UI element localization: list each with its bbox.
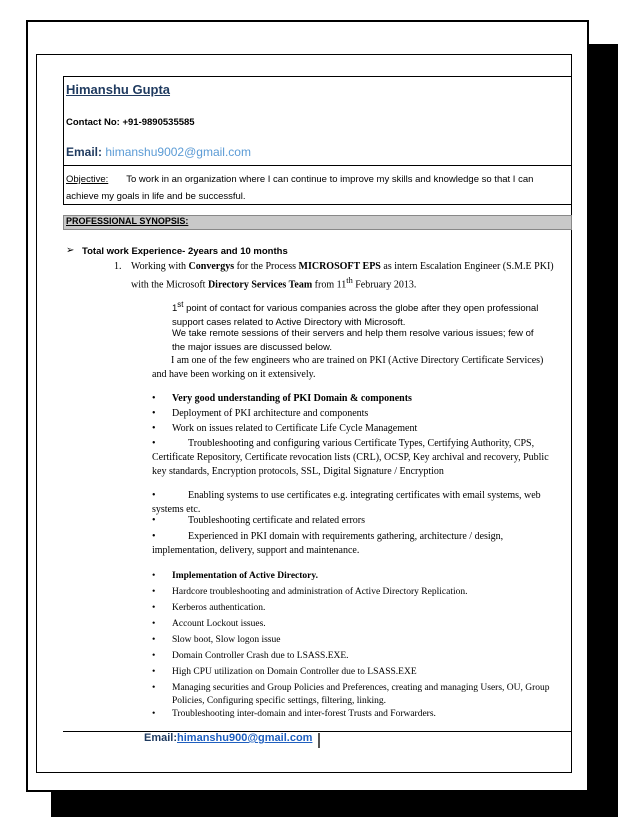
pki-bullet-text: Toubleshooting certificate and related errors — [188, 515, 366, 526]
role-paragraph-3 — [152, 354, 552, 382]
header-email — [66, 145, 251, 159]
ad-bullet-text: Implementation of Active Directory. — [172, 571, 318, 581]
footer-email-label: Email: — [144, 732, 178, 744]
bullet-icon: • — [152, 490, 156, 501]
item-sup: th — [346, 276, 353, 285]
item-text: as intern Escalation Engineer (S.M.E PKI) with the Microsoft — [131, 261, 554, 291]
ad-bullet-text: Slow boot, Slow logon issue — [172, 635, 281, 645]
total-experience: Total work Experience- 2years and 10 months — [82, 246, 288, 257]
item-number: 1. — [114, 261, 122, 272]
footer-bar — [318, 733, 320, 748]
ad-bullet-item — [152, 634, 552, 647]
experience-item — [114, 260, 554, 292]
bullet-icon: • — [152, 408, 156, 419]
item-text: for the Process — [234, 261, 299, 272]
objective — [66, 172, 566, 205]
bullet-icon: • — [152, 651, 156, 661]
pki-bullet-item — [152, 422, 552, 436]
bullet-icon: • — [152, 571, 156, 581]
header-divider — [64, 165, 571, 166]
bullet-icon: • — [152, 393, 156, 404]
bullet-icon: • — [152, 438, 156, 449]
para-sup: st — [177, 300, 184, 309]
footer-email-value[interactable]: himanshu900@gmail.com — [177, 732, 313, 744]
pki-bullet-item — [152, 407, 552, 421]
objective-label: Objective: — [66, 174, 109, 185]
bullet-icon: • — [152, 515, 156, 526]
objective-text: To work in an organization where I can continue to improve my skills and knowledge so that I can achieve my goals in life and be successful. — [66, 174, 534, 202]
ad-bullet-text: Hardcore troubleshooting and administration of Active Directory Replication. — [172, 587, 468, 597]
team-name: Directory Services Team — [207, 279, 313, 291]
pki-bullet-text: Very good understanding of PKI Domain & components — [172, 393, 412, 404]
item-text: Working with — [131, 261, 189, 272]
bullet-icon: • — [152, 667, 156, 677]
pki-bullet-item — [152, 489, 552, 517]
ad-bullet-item — [152, 666, 552, 679]
ad-bullet-item — [152, 708, 552, 721]
process-name: MICROSOFT EPS — [298, 261, 381, 272]
pki-bullet-text: Troubleshooting and configuring various Certificate Types, Certifying Authority, CPS, Certificate Repository, Certificate revocation lists (CRL), OCSP, Key archival and recovery, Public key standards, Encryption protocols, SSL, Digital Signature / Encryption — [152, 438, 549, 477]
pki-bullet-text: Deployment of PKI architecture and components — [172, 408, 369, 419]
bullet-icon: • — [152, 423, 156, 434]
ad-bullet-text: Domain Controller Crash due to LSASS.EXE. — [172, 651, 349, 661]
company-name: Convergys — [188, 261, 235, 272]
contact-number: Contact No: +91-9890535585 — [66, 117, 195, 128]
bullet-icon: • — [152, 635, 156, 645]
bullet-icon: • — [152, 619, 156, 629]
pki-bullet-text: Experienced in PKI domain with requirements gathering, architecture / design, implementation, delivery, support and maintenance. — [152, 531, 504, 556]
email-value[interactable]: himanshu9002@gmail.com — [105, 145, 251, 159]
bullet-icon: • — [152, 587, 156, 597]
bullet-icon: • — [152, 683, 156, 693]
bullet-icon: • — [152, 603, 156, 613]
ad-bullet-item — [152, 602, 552, 615]
role-paragraph-1 — [172, 298, 547, 330]
para-text: point of contact for various companies across the globe after they open professional support cases related to Active Directory with Microsoft. — [172, 303, 539, 329]
item-text: from 11 — [312, 279, 347, 291]
pki-bullet-item — [152, 392, 552, 406]
ad-bullet-text: Troubleshooting inter-domain and inter-forest Trusts and Forwarders. — [172, 709, 436, 719]
bullet-icon: • — [152, 709, 156, 719]
role-paragraph-2: We take remote sessions of their servers and help them resolve various issues; few of the major issues are discussed below. — [172, 328, 534, 353]
synopsis-heading: PROFESSIONAL SYNOPSIS: — [66, 216, 189, 226]
pki-bullet-item — [152, 514, 552, 528]
pki-bullet-item — [152, 437, 552, 479]
bullet-icon: • — [152, 531, 156, 542]
ad-bullet-item — [152, 618, 552, 631]
para-text: I am one of the few engineers who are trained on PKI (Active Directory Certificate Services) and have been working on it extensively. — [152, 355, 544, 380]
pki-bullet-item — [152, 530, 552, 558]
item-text: February 2013. — [352, 279, 417, 291]
ad-bullet-text: High CPU utilization on Domain Controller due to LSASS.EXE — [172, 667, 417, 677]
pki-bullet-text: Enabling systems to use certificates e.g. integrating certificates with email systems, web systems etc. — [152, 490, 541, 515]
footer-email — [144, 732, 312, 744]
para-num: 1 — [172, 303, 178, 315]
ad-bullet-text: Managing securities and Group Policies and Preferences, creating and managing Users, OU, Group Policies, Configuring specific settings, filtering, linking. — [172, 683, 550, 706]
candidate-name: Himanshu Gupta — [66, 82, 171, 97]
ad-bullet-item — [152, 570, 552, 583]
arrow-bullet-icon: ➢ — [66, 245, 75, 256]
ad-bullet-item — [152, 586, 552, 599]
ad-bullet-item — [152, 650, 552, 663]
footer-rule — [63, 731, 572, 732]
ad-bullet-text: Account Lockout issues. — [172, 619, 266, 629]
ad-bullet-item — [152, 682, 552, 708]
ad-bullet-text: Kerberos authentication. — [172, 603, 266, 613]
pki-bullet-text: Work on issues related to Certificate Life Cycle Management — [172, 423, 418, 434]
email-label: Email: — [66, 145, 103, 159]
